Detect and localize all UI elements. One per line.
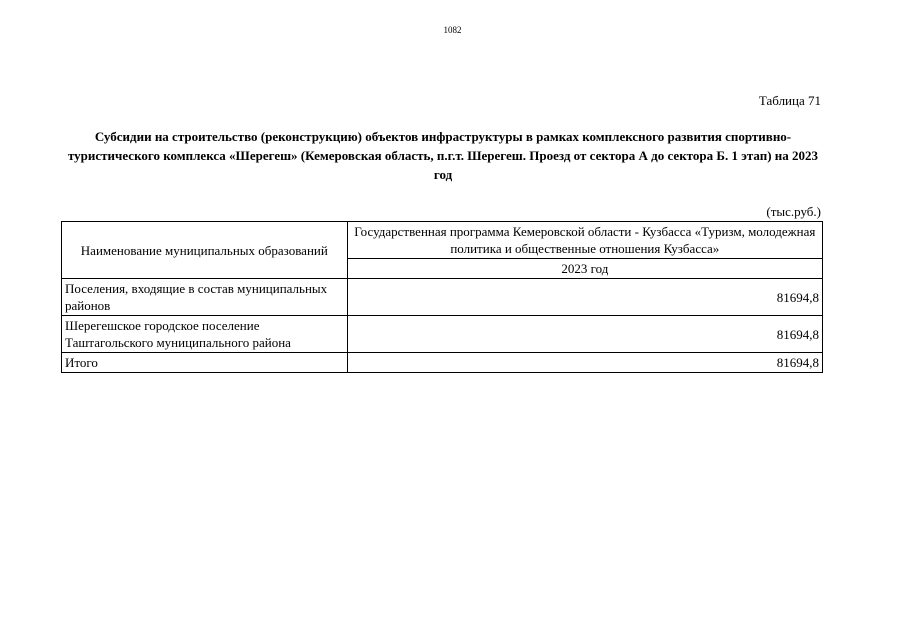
table-row-total bbox=[62, 353, 823, 373]
row-name: Шерегешское городское поселение Таштагольского муниципального района bbox=[62, 316, 348, 353]
units-label: (тыс.руб.) bbox=[766, 204, 821, 219]
page-number: 1082 bbox=[443, 25, 462, 35]
subsidy-table bbox=[61, 221, 823, 373]
row-name: Итого bbox=[62, 353, 348, 373]
header-municipality-name: Наименование муниципальных образований bbox=[62, 222, 348, 279]
table-header-row bbox=[62, 222, 823, 259]
row-value: 81694,8 bbox=[347, 316, 822, 353]
header-program: Государственная программа Кемеровской области - Кузбасса «Туризм, молодежная политика и общественные отношения Кузбасса» bbox=[347, 222, 822, 259]
header-year: 2023 год bbox=[347, 259, 822, 279]
table-row bbox=[62, 316, 823, 353]
row-value: 81694,8 bbox=[347, 353, 822, 373]
row-value: 81694,8 bbox=[347, 279, 822, 316]
table-label: Таблица 71 bbox=[758, 93, 821, 108]
table-row bbox=[62, 279, 823, 316]
document-title: Субсидии на строительство (реконструкцию) объектов инфраструктуры в рамках комплексного развития спортивно-туристического комплекса «Шерегеш» (Кемеровская область, п.г.т. Шерегеш. Проезд от сектора А до сектора Б. 1 этап) на 2023 год bbox=[67, 129, 819, 182]
row-name: Поселения, входящие в состав муниципальных районов bbox=[62, 279, 348, 316]
